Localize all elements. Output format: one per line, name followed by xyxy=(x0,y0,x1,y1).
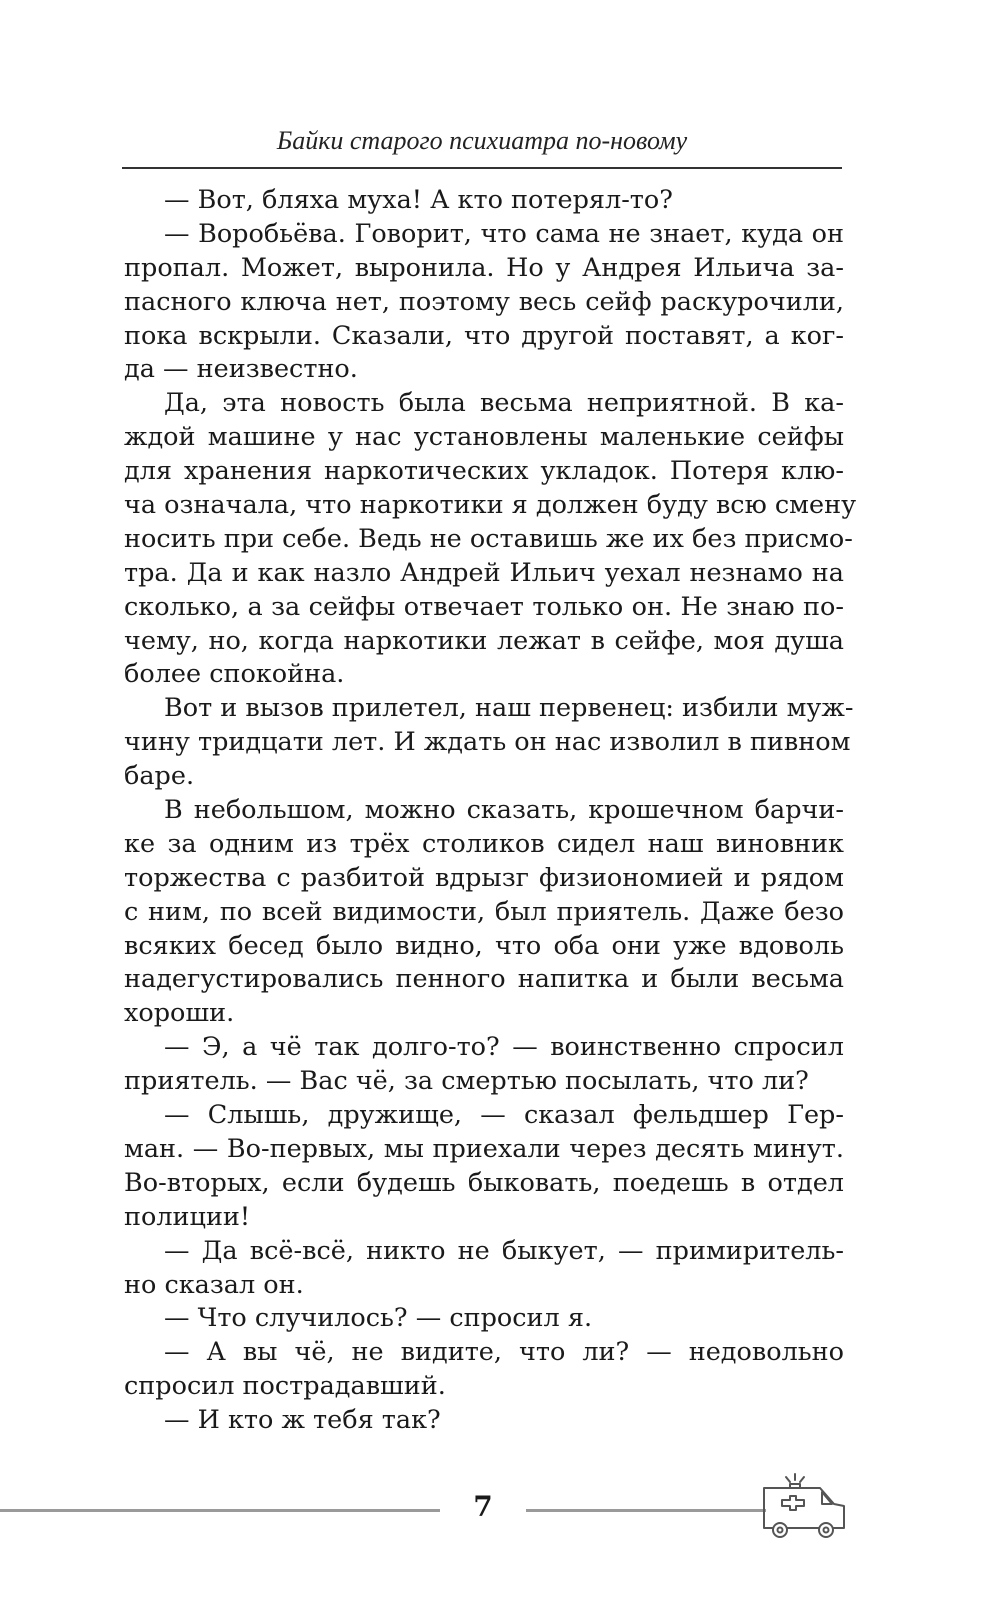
text-line: баре. xyxy=(124,761,195,792)
text-line: ке за одним из трёх столиков сидел наш виновник xyxy=(124,828,844,859)
running-title: Байки старого психиатра по-новому xyxy=(276,126,688,155)
text-line: чину тридцати лет. И ждать он нас изволил в пивном xyxy=(124,727,851,758)
text-line: спросил пострадавший. xyxy=(124,1371,446,1402)
body-text xyxy=(124,184,857,1438)
text-line: Во-вторых, если будешь быковать, поедешь в отдел xyxy=(124,1167,844,1198)
text-line: — Э, а чё так долго-то? — воинственно спросил xyxy=(164,1032,844,1063)
text-line: носить при себе. Ведь не оставишь же их без присмо- xyxy=(124,523,853,554)
text-line: торжества с разбитой вдрызг физиономией и рядом xyxy=(124,862,844,893)
text-line: — И кто ж тебя так? xyxy=(164,1405,441,1436)
text-line: Да, эта новость была весьма неприятной. В ка- xyxy=(164,388,844,419)
text-line: пока вскрыли. Сказали, что другой поставят, а ког- xyxy=(124,320,844,351)
text-line: — Да всё-всё, никто не быкует, — примиритель- xyxy=(164,1235,844,1266)
text-line: пасного ключа нет, поэтому весь сейф раскурочили, xyxy=(124,286,844,317)
text-line: надегустировались пенного напитка и были весьма xyxy=(124,964,844,995)
text-line: — Что случилось? — спросил я. xyxy=(164,1303,593,1334)
text-line: для хранения наркотических укладок. Потеря клю- xyxy=(124,456,844,487)
text-line: В небольшом, можно сказать, крошечном барчи- xyxy=(164,795,844,826)
header-rule xyxy=(122,167,842,169)
text-line: ча означала, что наркотики я должен буду всю смену xyxy=(124,490,857,521)
text-line: — Слышь, дружище, — сказал фельдшер Гер- xyxy=(164,1100,844,1131)
ambulance-icon xyxy=(762,1472,848,1544)
text-line: — Вот, бляха муха! А кто потерял-то? xyxy=(164,185,673,215)
text-line: сколько, а за сейфы отвечает только он. Не знаю по- xyxy=(124,591,844,622)
text-line: — А вы чё, не видите, что ли? — недовольно xyxy=(164,1337,844,1368)
text-line: хороши. xyxy=(124,998,235,1029)
text-line: приятель. — Вас чё, за смертью посылать, что ли? xyxy=(124,1066,809,1097)
text-line: всяких бесед было видно, что оба они уже вдоволь xyxy=(124,930,844,961)
page-number: 7 xyxy=(473,1490,493,1523)
text-line: с ним, по всей видимости, был приятель. Даже безо xyxy=(124,896,844,927)
footer-rule-right xyxy=(526,1509,766,1512)
text-line: пропал. Может, выронила. Но у Андрея Ильича за- xyxy=(124,252,844,283)
footer-rule-left xyxy=(0,1509,440,1512)
text-line: Вот и вызов прилетел, наш первенец: избили муж- xyxy=(164,693,854,724)
text-line: полиции! xyxy=(124,1201,251,1232)
text-line: — Воробьёва. Говорит, что сама не знает, куда он xyxy=(164,218,844,249)
text-line: чему, но, когда наркотики лежат в сейфе, моя душа xyxy=(124,625,844,656)
text-line: ждой машине у нас установлены маленькие сейфы xyxy=(124,422,844,453)
text-line: более спокойна. xyxy=(124,659,345,690)
text-line: ман. — Во-первых, мы приехали через десять минут. xyxy=(124,1133,844,1164)
text-line: но сказал он. xyxy=(124,1269,304,1300)
text-line: тра. Да и как назло Андрей Ильич уехал незнамо на xyxy=(124,557,844,588)
text-line: да — неизвестно. xyxy=(124,354,358,385)
